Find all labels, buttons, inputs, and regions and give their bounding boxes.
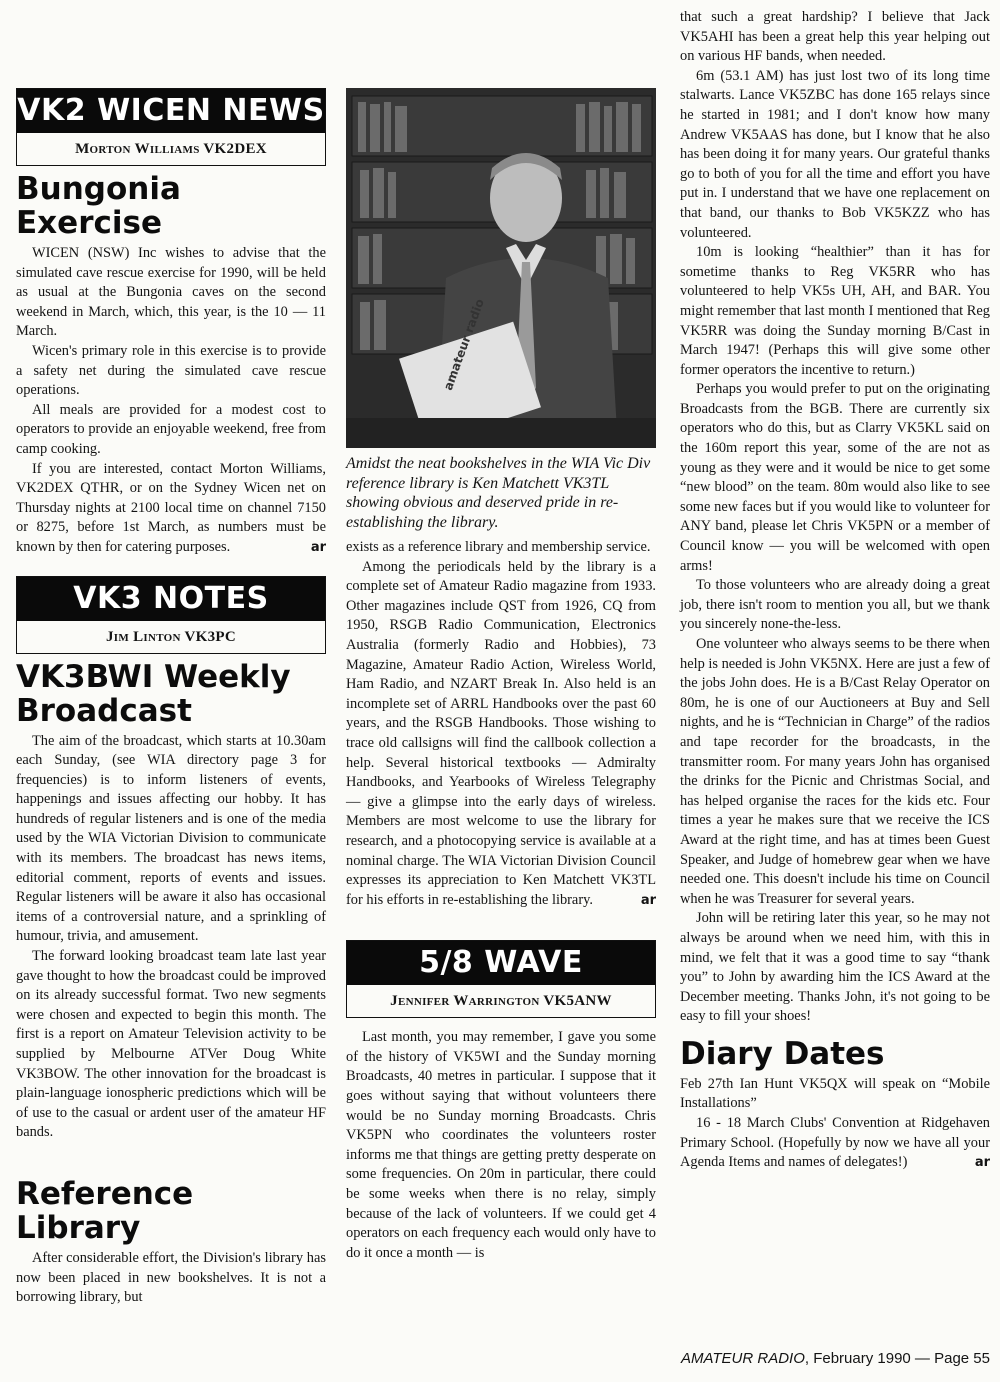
section-title: 5/8 WAVE bbox=[347, 941, 655, 985]
paragraph: To those volunteers who are already doing a great job, there isn't room to mention you all, but we thank you sincerely none-the-less. bbox=[680, 577, 990, 633]
paragraph: Perhaps you would prefer to put on the originating Broadcasts from the BGB. There are currently six operators who do this, but as Clarry VK5KL said on the 160m report this year, some of the are not as young as they were and it would be nice to get some “new blood” on the team. 80m would also like to see some new faces but if you would like to volunteer for ANY band, please let Chris VK5PN or a member of Council know — you will be welcomed with open arms! bbox=[680, 381, 990, 574]
end-mark: ar bbox=[974, 1155, 990, 1171]
vk3-section-box bbox=[16, 576, 326, 654]
end-mark: ar bbox=[310, 539, 326, 555]
paragraph: 6m (53.1 AM) has just lost two of its long time stalwarts. Lance VK5ZBC has done 165 relays since he started in 1981; and I don't know how many Andrew VK5AAS has done, but I know that he also has been doing it for many years. Our grateful thanks go to both of you for all the time and effort you have put in. I understand that we have one replacement on that band, our thanks to Bob VK5KZZ who has volunteered. bbox=[680, 67, 990, 241]
article-body bbox=[16, 244, 326, 558]
article-body bbox=[16, 732, 326, 1143]
paragraph: One volunteer who always seems to be there when help is needed is John VK5NX. Here are just a few of the jobs John does. He is a B/Cast Relay Operator on 80m, he is one of our Auctioneers at Buy and Sell nights, and he is “Technician in Charge” of the radios and tape recorder for the broadcasts, in the transmitter room. For many years John has organised the drinks for the Picnic and Christmas Social, and has helped organise the races for the kids etc. Four times a year he makes sure that we receive the ICS Award at the right time, and has at times been Guest Speaker, and Judge of homebrew gear when we have needed one. This doesn't include his time on Council when he was Treasurer for several years. bbox=[680, 636, 990, 907]
paragraph: All meals are provided for a modest cost to operators to provide an enjoyable weekend, free from camp cooking. bbox=[16, 401, 326, 457]
footer-magazine: AMATEUR RADIO bbox=[680, 1350, 805, 1367]
diary-item bbox=[680, 1114, 990, 1173]
paragraph bbox=[346, 558, 656, 911]
diary-item: Feb 27th Ian Hunt VK5QX will speak on “Mobile Installations” bbox=[680, 1075, 990, 1112]
article-body bbox=[16, 1249, 326, 1308]
article-headline: VK3BWI Weekly Broadcast bbox=[16, 658, 291, 729]
paragraph-text: Among the periodicals held by the library is a complete set of Amateur Radio magazine from 1933. Other magazines include QST from 1926, CQ from 1950, RSGB Radio Communication, Electronics Australia (formerly Radio and Hobbies), 73 Magazine, Amateur Radio Action, Wireless World, Ham Radio, and NZART Break In. Also held is an incomplete set of ARRL Handbooks over the past 60 years, and the RSGB Handbooks. Those wishing to trace old callsigns will find the callbook collection a help. Several historical textbooks — Admiralty Handbooks, and Yearbooks of Wireless Telegraphy — give a glimpse into the early days of wireless. Members are most welcome to use the library for research, and a photocopying service is available at a nominal charge. The WIA Victorian Division Council expresses its appreciation to Ken Matchett VK3TL for his efforts in re-establishing the library. bbox=[346, 558, 656, 908]
paragraph-text: If you are interested, contact Morton Williams, VK2DEX QTHR, or on the Sydney Wicen net on Thursday nights at 2100 local time on channel 7150 or 8275, before 1st March, as numbers must be known by then for catering purposes. bbox=[16, 460, 326, 555]
column-3 bbox=[680, 0, 990, 1173]
paragraph: John will be retiring later this year, so he may not always be around when we need him, with this in mind, we felt that it was a good time to say “thank you” to John by awarding him the ICS Award at the December meeting. Thanks John, it's not going to be easy to fill your shoes! bbox=[680, 910, 990, 1025]
library-photo bbox=[346, 88, 656, 448]
wave-section-box bbox=[346, 940, 656, 1018]
paragraph bbox=[16, 460, 326, 558]
column-1 bbox=[16, 0, 326, 1308]
paragraph: After considerable effort, the Division's library has now been placed in new bookshelves. It is not a borrowing library, but bbox=[16, 1249, 326, 1306]
footer-issue: , February 1990 — Page 55 bbox=[804, 1350, 990, 1367]
paragraph-text: 16 - 18 March Clubs' Convention at Ridgehaven Primary School. (Hopefully by now we have all your Agenda Items and names of delegates!) bbox=[680, 1115, 990, 1171]
section-title: VK2 WICEN NEWS bbox=[17, 89, 325, 133]
paragraph: Last month, you may remember, I gave you some of the history of VK5WI and the Sunday morning Broadcasts, 40 metres in particular. I suppose that it goes without saying that without volunteers there would be no Sunday morning Broadcasts. Chris VK5PN who coordinates the volunteers roster informs me that things are getting pretty desperate on some frequencies. On 20m in particular, there could be some weeks when there is no relay, simply because of the lack of volunteers. If we could get 4 operators on each frequency each would only have to do it once a month — is bbox=[346, 1029, 656, 1261]
article-body bbox=[346, 1028, 656, 1263]
column-2 bbox=[346, 0, 656, 1263]
end-mark: ar bbox=[640, 892, 656, 908]
section-title: VK3 NOTES bbox=[17, 577, 325, 621]
photo-caption: Amidst the neat bookshelves in the WIA Vic Div reference library is Ken Matchett VK3TL showing obvious and deserved pride in re-establishing the library. bbox=[346, 455, 651, 531]
byline: Morton Williams VK2DEX bbox=[75, 141, 267, 157]
article-body bbox=[680, 8, 990, 1027]
magazine-cover-text: amateur radio bbox=[440, 297, 487, 393]
article-body bbox=[346, 538, 656, 910]
paragraph: that such a great hardship? I believe that Jack VK5AHI has been a great help this year helping out on various HF bands, when needed. bbox=[680, 9, 990, 65]
page-footer bbox=[650, 1350, 990, 1367]
paragraph: exists as a reference library and membership service. bbox=[346, 539, 651, 555]
article-headline: Reference Library bbox=[16, 1175, 194, 1246]
byline: Jim Linton VK3PC bbox=[105, 628, 237, 645]
vk2-section-box bbox=[16, 88, 326, 166]
paragraph: The aim of the broadcast, which starts at 10.30am each Sunday, (see WIA directory page 3 for frequencies) is to inform listeners of events, happenings and issues affecting our hobby. It has hundreds of regular listeners and is one of the media used by the WIA Victorian Division to communicate with its members. The broadcast has news items, editorial comment, reports of events and issues. Regular listeners will be aware it also has occasional items of a controversial nature, and a sprinkling of humour, trivia, and amusement. bbox=[16, 732, 326, 945]
byline: Jennifer Warrington VK5ANW bbox=[390, 993, 612, 1010]
paragraph: Wicen's primary role in this exercise is to provide a safety net during the simulated cave rescue operations. bbox=[16, 342, 326, 399]
paragraph: The forward looking broadcast team late last year gave thought to how the broadcast could be improved on its already successful format. Two new segments were chosen and expected to begin this month. The first is a report on Amateur Television activity to be supplied by Melbourne ATVer Doug White VK3BOW. The other innovation for the broadcast is plain-language ionospheric predictions which will be of use to the casual or ardent user of the amateur HF bands. bbox=[16, 948, 326, 1141]
article-headline: Bungonia Exercise bbox=[16, 171, 181, 241]
paragraph: 10m is looking “healthier” than it has for sometime thanks to Reg VK5RR who has volunteered to help VK5s UH, AH, and BAR. You might remember that last month I mentioned that Reg VK5RR was doing the Sunday morning B/Cast in March 1947! (Perhaps this will give some other former operators the incentive to return.) bbox=[680, 244, 990, 378]
paragraph: WICEN (NSW) Inc wishes to advise that the simulated cave rescue exercise for 1990, will be held as usual at the Bungonia caves on the second weekend in March, which, this year, is the 10 — 11 March. bbox=[16, 245, 326, 340]
photo-illustration bbox=[346, 88, 656, 448]
diary-list bbox=[680, 1075, 990, 1173]
article-headline: Diary Dates bbox=[680, 1035, 885, 1072]
